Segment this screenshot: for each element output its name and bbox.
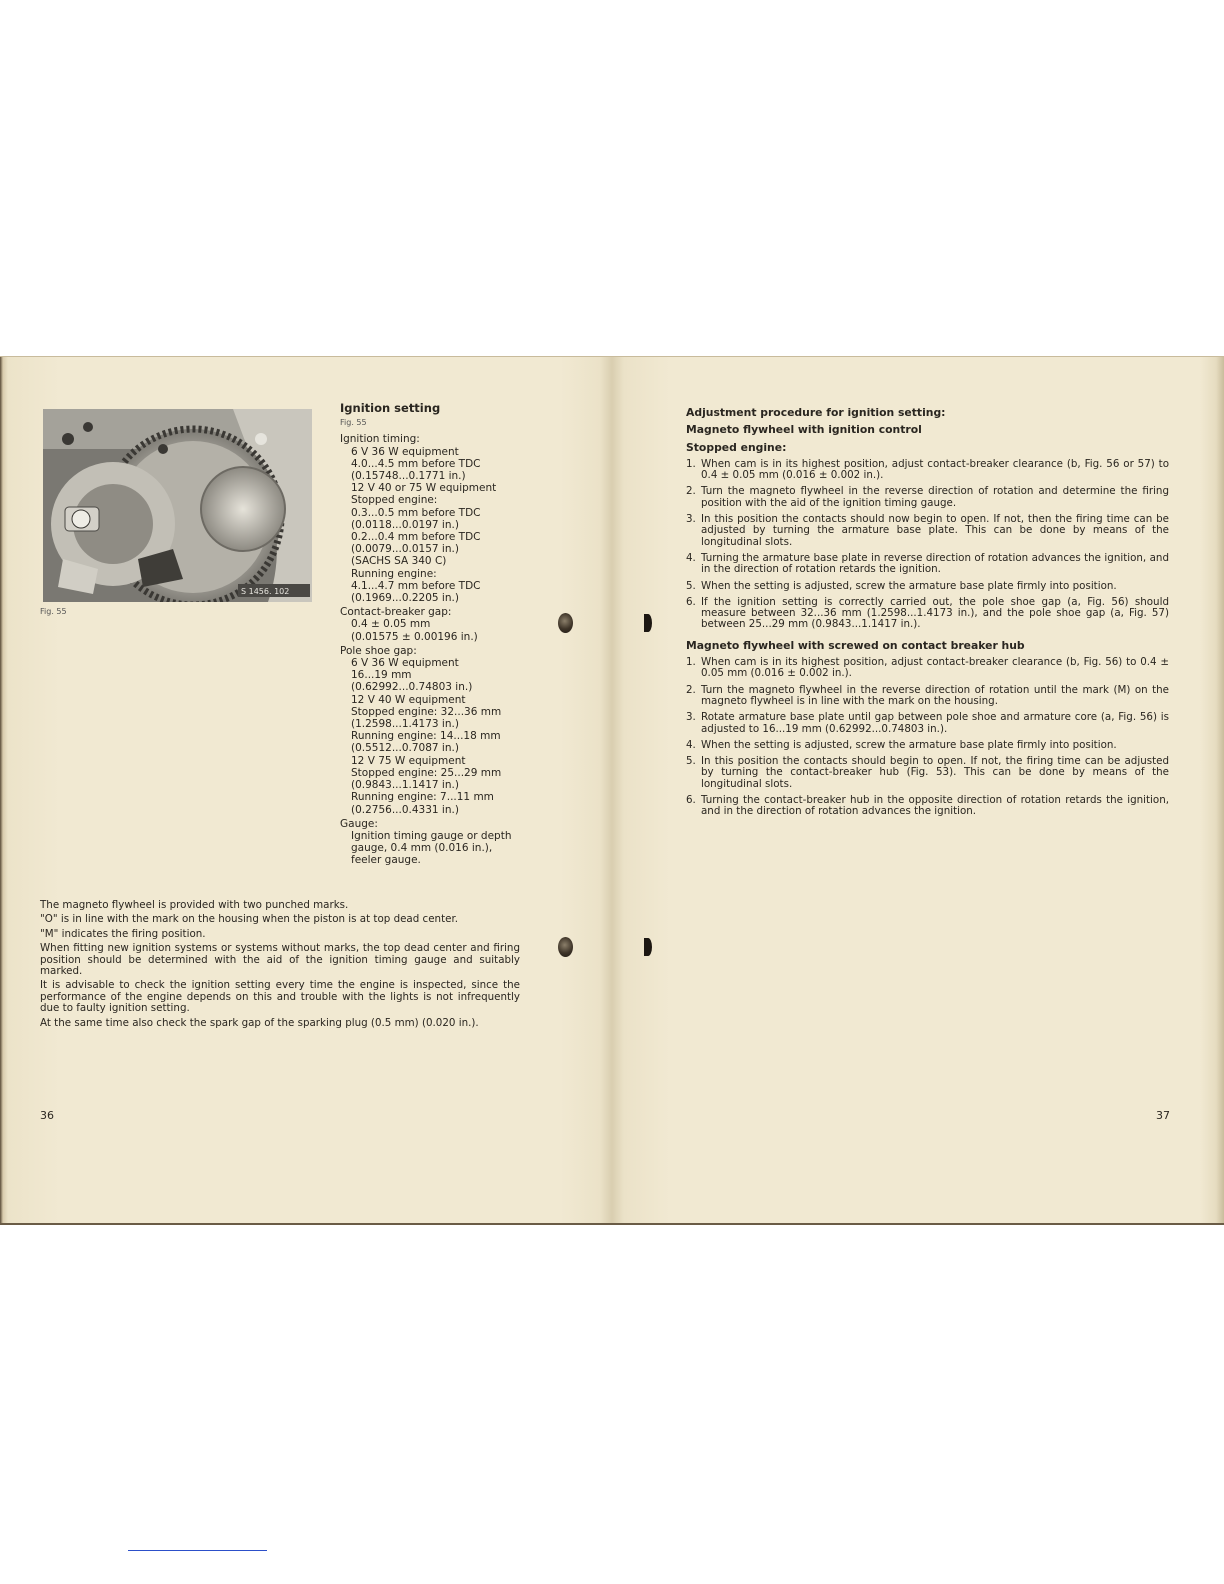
steps-list-contact-breaker-hub [686,657,1169,818]
step-text: When cam is in its highest position, adjust contact-breaker clearance (b, Fig. 56) to 0.4 ± 0.05 mm (0.016 ± 0.002 in.). [701,656,1169,680]
spec-value: (0.9843...1.1417 in.) [351,779,459,792]
spec-value: Stopped engine: 32...36 mm [351,705,502,718]
spec-value: 6 V 36 W equipment [351,657,459,670]
spec-label: Gauge: [340,817,378,830]
paragraph: "O" is in line with the mark on the housing when the piston is at top dead center. [40,913,459,926]
spec-value: 0.2...0.4 mm before TDC [351,531,481,544]
spec-value: (0.15748...0.1771 in.) [351,470,466,483]
list-item: 6. Turning the contact-breaker hub in the opposite direction of rotation retards the ignition, and in the direction of rotation advances the ignition. [686,794,1169,818]
section-heading: Magneto flywheel with ignition control [686,423,922,437]
section-heading: Magneto flywheel with screwed on contact breaker hub [686,638,1025,652]
step-text: In this position the contacts should begin to open. If not, the firing time can be adjusted by turning the contact-breaker hub (Fig. 53). This can be done by means of the longitudinal slots. [701,755,1169,790]
binding-hole [644,938,652,956]
step-text: Turning the armature base plate in reverse direction of rotation advances the ignition, and in the direction of rotation retards the ignition. [701,551,1169,576]
spec-value: feeler gauge. [351,854,421,867]
step-text: Turning the contact-breaker hub in the opposite direction of rotation retards the ignition, and in the direction of rotation advances the ignition. [701,794,1169,818]
list-item: 5. In this position the contacts should begin to open. If not, the firing time can be adjusted by turning the contact-breaker hub (Fig. 53). This can be done by means of the longitudinal slots. [686,755,1169,790]
spec-value: Stopped engine: 25...29 mm [351,766,502,779]
steps-list-ignition-control [686,459,1169,631]
step-text: When the setting is adjusted, screw the armature base plate firmly into position. [701,738,1117,751]
spec-label: Pole shoe gap: [340,644,417,657]
list-item: 5. When the setting is adjusted, screw the armature base plate firmly into position. [686,579,1117,592]
spec-value: 12 V 40 W equipment [351,693,466,706]
spec-value: (SACHS SA 340 C) [351,555,447,568]
spec-value: 4.0...4.5 mm before TDC [351,457,481,470]
step-text: When the setting is adjusted, screw the armature base plate firmly into position. [701,579,1117,592]
binding-hole [644,614,652,632]
step-text: Turn the magneto flywheel in the reverse direction of rotation and determine the firing position with the aid of the ignition timing gauge. [701,485,1169,509]
step-text: When cam is in its highest position, adjust contact-breaker clearance (b, Fig. 56 or 57) to 0.4 ± 0.05 mm (0.016 ± 0.002 in.). [701,457,1169,482]
step-text: Turn the magneto flywheel in the reverse direction of rotation until the mark (M) on the magneto flywheel is in line with the mark on the housing. [701,683,1169,707]
spec-value: Running engine: 14...18 mm [351,730,501,743]
spec-value: (0.0118...0.0197 in.) [351,518,459,531]
right-page [612,357,1224,1223]
section-subheading: Stopped engine: [686,440,787,454]
spec-value: (0.5512...0.7087 in.) [351,742,459,755]
spec-figure-reference: Fig. 55 [340,418,367,428]
list-item: 3. Rotate armature base plate until gap between pole shoe and armature core (a, Fig. 56) is adjusted to 16...19 mm (0.62992...0.74803 in.). [686,711,1169,735]
procedure-title: Adjustment procedure for ignition setting: [686,406,946,419]
divider-line [128,1550,267,1551]
step-text: If the ignition setting is correctly carried out, the pole shoe gap (a, Fig. 56) should measure between 32...36 mm (1.2598...1.4173 in.), and the pole shoe gap (a, Fig. 57) between 25...29 mm (0.9843...1.1417 in.). [701,595,1169,631]
spec-value: 16...19 mm [351,669,412,682]
list-item: 1. When cam is in its highest position, adjust contact-breaker clearance (b, Fig. 56 or 57) to 0.4 ± 0.05 mm (0.016 ± 0.002 in.). [686,457,1169,482]
spec-value: (0.62992...0.74803 in.) [351,681,473,694]
list-item: 3. In this position the contacts should now begin to open. If not, then the firing time can be adjusted by turning the armature base plate. This can be done by means of the longitudinal slots. [686,513,1169,548]
spec-value: Stopped engine: [351,494,438,507]
spec-value: gauge, 0.4 mm (0.016 in.), [351,842,493,855]
step-text: In this position the contacts should now begin to open. If not, then the firing time can be adjusted by turning the armature base plate. This can be done by means of the longitudinal slots. [701,513,1169,548]
spec-label: Ignition timing: [340,433,420,446]
paragraph: It is advisable to check the ignition setting every time the engine is inspected, since the performance of the engine depends on this and trouble with the lights is not infrequently due to faulty ignition setting. [40,979,520,1015]
paragraph: The magneto flywheel is provided with two punched marks. [40,899,349,911]
spec-value: 12 V 75 W equipment [351,754,466,767]
list-item: 2. Turn the magneto flywheel in the reverse direction of rotation and determine the firing position with the aid of the ignition timing gauge. [686,485,1169,509]
ignition-spec-column [340,402,545,867]
flywheel-marks-text [40,900,520,1032]
spec-value: 0.3...0.5 mm before TDC [351,506,481,519]
paragraph: "M" indicates the firing position. [40,927,206,940]
flywheel-illustration [43,409,312,602]
page-number: 36 [40,1109,54,1122]
paragraph: When fitting new ignition systems or systems without marks, the top dead center and firing position should be determined with the aid of the ignition timing gauge and suitably marked. [40,942,520,978]
spec-value: (0.0079...0.0157 in.) [351,543,459,556]
binding-hole [558,937,573,957]
spec-value: 6 V 36 W equipment [351,445,459,458]
step-text: Rotate armature base plate until gap between pole shoe and armature core (a, Fig. 56) is adjusted to 16...19 mm (0.62992...0.74803 in.). [701,711,1169,735]
spec-value: 0.4 ± 0.05 mm [351,618,431,631]
spec-value: Running engine: [351,567,437,580]
spec-label: Contact-breaker gap: [340,606,452,619]
list-item: 2. Turn the magneto flywheel in the reverse direction of rotation until the mark (M) on the magneto flywheel is in line with the mark on the housing. [686,683,1169,707]
spec-value: 4.1...4.7 mm before TDC [351,579,481,592]
book-spread [0,356,1224,1225]
adjustment-procedure [686,407,1169,827]
spec-heading: Ignition setting [340,401,441,415]
photo-marking: S 1456. 102 [241,587,290,596]
figure-caption: Fig. 55 [40,607,67,616]
spec-value: (0.2756...0.4331 in.) [351,803,459,816]
spec-lines [340,433,545,866]
list-item: 6. If the ignition setting is correctly carried out, the pole shoe gap (a, Fig. 56) should measure between 32...36 mm (1.2598...1.4173 in.), and the pole shoe gap (a, Fig. 57) between 25...29 mm (0.9843...1.1417 in.). [686,595,1169,631]
spec-value: (1.2598...1.4173 in.) [351,718,459,731]
paragraph: At the same time also check the spark gap of the sparking plug (0.5 mm) (0.020 in.). [40,1016,479,1029]
page-number: 37 [1156,1109,1170,1122]
list-item: 4. Turning the armature base plate in reverse direction of rotation advances the ignition, and in the direction of rotation retards the ignition. [686,551,1169,576]
spec-value: 12 V 40 or 75 W equipment [351,482,497,495]
flywheel-photo [43,409,312,602]
list-item: 1. When cam is in its highest position, adjust contact-breaker clearance (b, Fig. 56) to 0.4 ± 0.05 mm (0.016 ± 0.002 in.). [686,656,1169,680]
spec-value: Running engine: 7...11 mm [351,791,494,804]
spec-value: (0.1969...0.2205 in.) [351,592,459,605]
left-page [0,357,612,1223]
binding-hole [558,613,573,633]
list-item: 4. When the setting is adjusted, screw the armature base plate firmly into position. [686,738,1117,751]
spec-value: Ignition timing gauge or depth [351,829,512,842]
spec-value: (0.01575 ± 0.00196 in.) [351,630,478,643]
